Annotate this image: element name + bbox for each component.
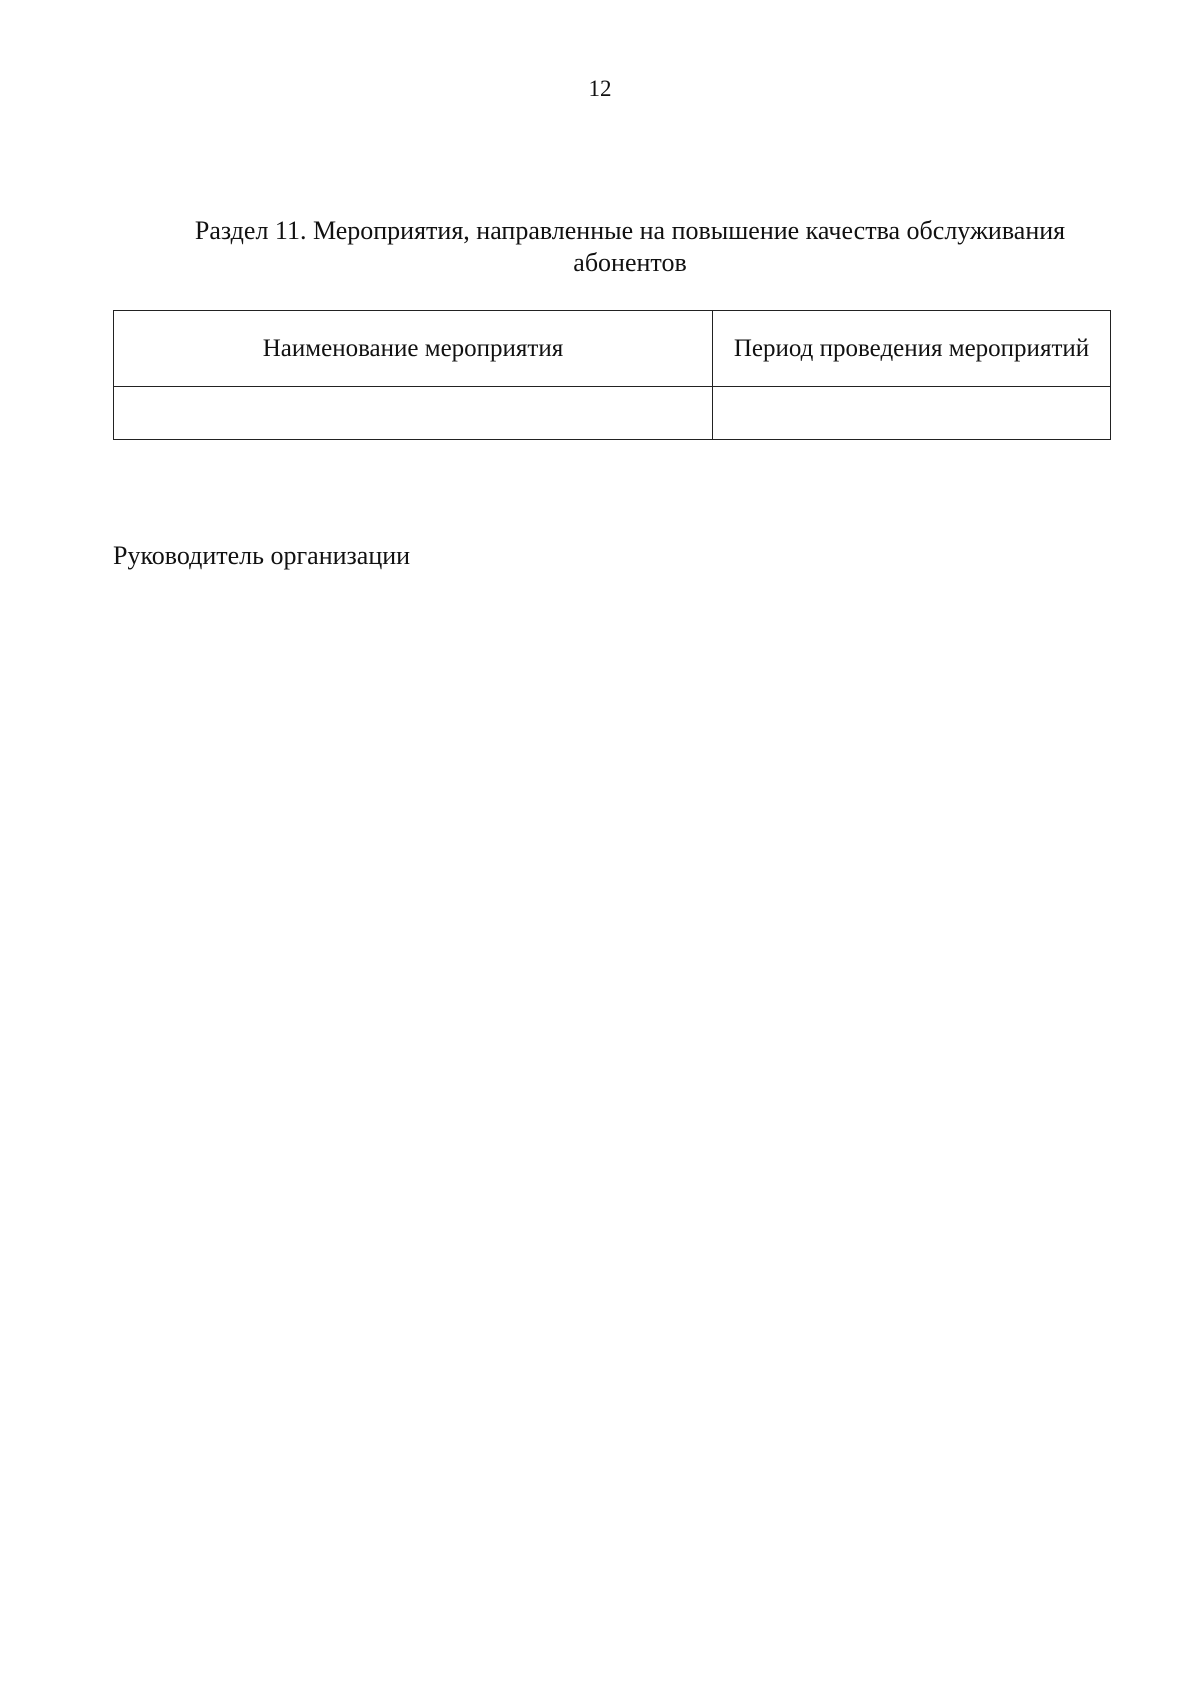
activities-table bbox=[113, 310, 1111, 440]
table-header-row bbox=[114, 311, 1111, 387]
header-activity-period: Период проведения мероприятий bbox=[713, 311, 1111, 387]
section-title bbox=[140, 215, 1120, 279]
cell-activity-name bbox=[114, 387, 713, 440]
section-title-line-1: Раздел 11. Мероприятия, направленные на повышение качества обслуживания bbox=[194, 216, 1066, 245]
section-title-line-2: абонентов bbox=[573, 248, 687, 277]
signature-label: Руководитель организации bbox=[113, 541, 411, 570]
table-row bbox=[114, 387, 1111, 440]
header-activity-name: Наименование мероприятия bbox=[114, 311, 713, 387]
page-number: 12 bbox=[588, 76, 612, 101]
cell-activity-period bbox=[713, 387, 1111, 440]
